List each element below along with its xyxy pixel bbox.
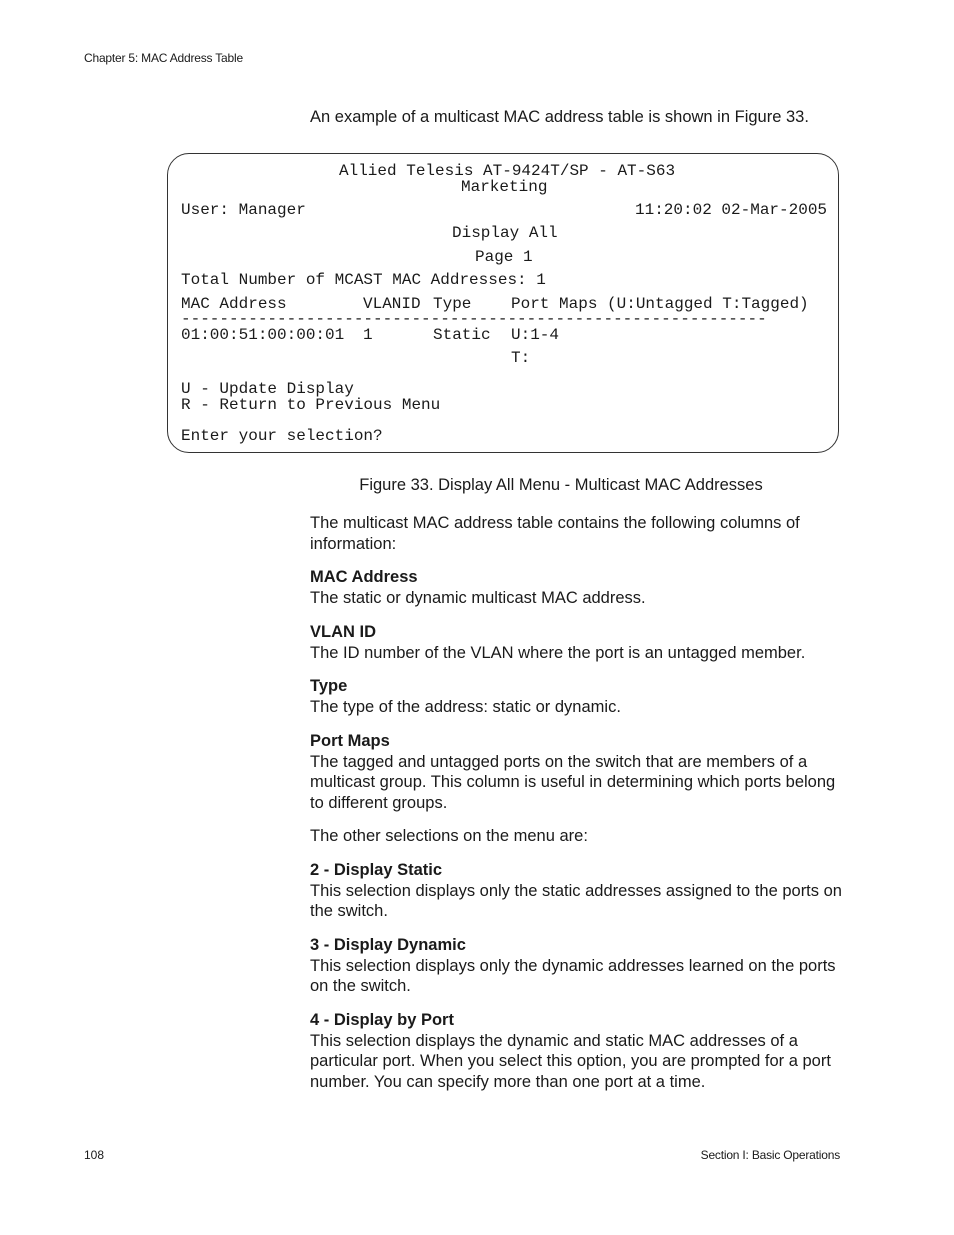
option-update: U - Update Display <box>181 380 354 398</box>
chapter-header: Chapter 5: MAC Address Table <box>84 51 243 65</box>
terminal-user: User: Manager <box>181 201 306 219</box>
terminal-page: Page 1 <box>475 248 533 266</box>
terminal-total: Total Number of MCAST MAC Addresses: 1 <box>181 271 546 289</box>
column-header-vlan: VLANID <box>363 295 421 313</box>
terminal-datetime: 11:20:02 02-Mar-2005 <box>635 201 828 219</box>
definition-term: 4 - Display by Port <box>310 1011 454 1029</box>
definition-display-dynamic <box>310 935 850 997</box>
columns-intro <box>310 513 850 554</box>
terminal-subtitle: Marketing <box>461 178 548 196</box>
row-type: Static <box>433 326 491 344</box>
definition-display-by-port <box>310 1010 850 1092</box>
figure-caption: Figure 33. Display All Menu - Multicast MAC Addresses <box>359 476 763 494</box>
definition-term: VLAN ID <box>310 623 376 641</box>
definition-mac-address <box>310 567 850 608</box>
intro-paragraph: An example of a multicast MAC address table is shown in Figure 33. <box>310 108 809 126</box>
definition-term: 3 - Display Dynamic <box>310 936 466 954</box>
terminal-title: Allied Telesis AT-9424T/SP - AT-S63 <box>339 162 676 180</box>
terminal-menu-title: Display All <box>452 224 558 242</box>
column-header-mac: MAC Address <box>181 295 287 313</box>
selections-intro-text: The other selections on the menu are: <box>310 827 588 845</box>
definition-desc: The ID number of the VLAN where the port is an untagged member. <box>310 643 806 662</box>
page-number: 108 <box>84 1148 105 1162</box>
definition-desc: This selection displays only the static addresses assigned to the ports on the switch. <box>310 881 842 920</box>
separator-line: ------------------------------------------------------------- <box>181 310 767 328</box>
row-vlan: 1 <box>363 326 373 344</box>
definition-desc: The tagged and untagged ports on the switch that are members of a multicast group. This column is useful in determining which ports belong to different groups. <box>310 752 836 812</box>
definition-type <box>310 676 850 717</box>
definition-desc: This selection displays only the dynamic addresses learned on the ports on the switch. <box>310 956 836 995</box>
definition-desc: The static or dynamic multicast MAC address. <box>310 588 646 607</box>
row-tagged: T: <box>511 349 531 367</box>
columns-intro-text: The multicast MAC address table contains the following columns of information: <box>310 514 800 553</box>
selection-prompt: Enter your selection? <box>181 427 383 445</box>
definition-display-static <box>310 860 850 922</box>
definition-term: MAC Address <box>310 568 418 586</box>
definition-desc: This selection displays the dynamic and static MAC addresses of a particular port. When you select this option, you are prompted for a port number. You can specify more than one port at a time. <box>310 1031 831 1091</box>
option-return: R - Return to Previous Menu <box>181 396 441 414</box>
definition-port-maps <box>310 731 850 813</box>
definition-vlan-id <box>310 622 850 663</box>
section-footer: Section I: Basic Operations <box>700 1148 840 1162</box>
definition-term: 2 - Display Static <box>310 861 443 879</box>
row-untagged: U:1-4 <box>511 326 560 344</box>
terminal-screen <box>167 153 839 453</box>
definition-desc: The type of the address: static or dynamic. <box>310 697 621 716</box>
column-header-ports: Port Maps (U:Untagged T:Tagged) <box>511 295 809 313</box>
selections-intro <box>310 826 850 847</box>
definition-term: Port Maps <box>310 732 390 750</box>
definition-term: Type <box>310 677 348 695</box>
row-mac: 01:00:51:00:00:01 <box>181 326 345 344</box>
column-header-type: Type <box>433 295 472 313</box>
